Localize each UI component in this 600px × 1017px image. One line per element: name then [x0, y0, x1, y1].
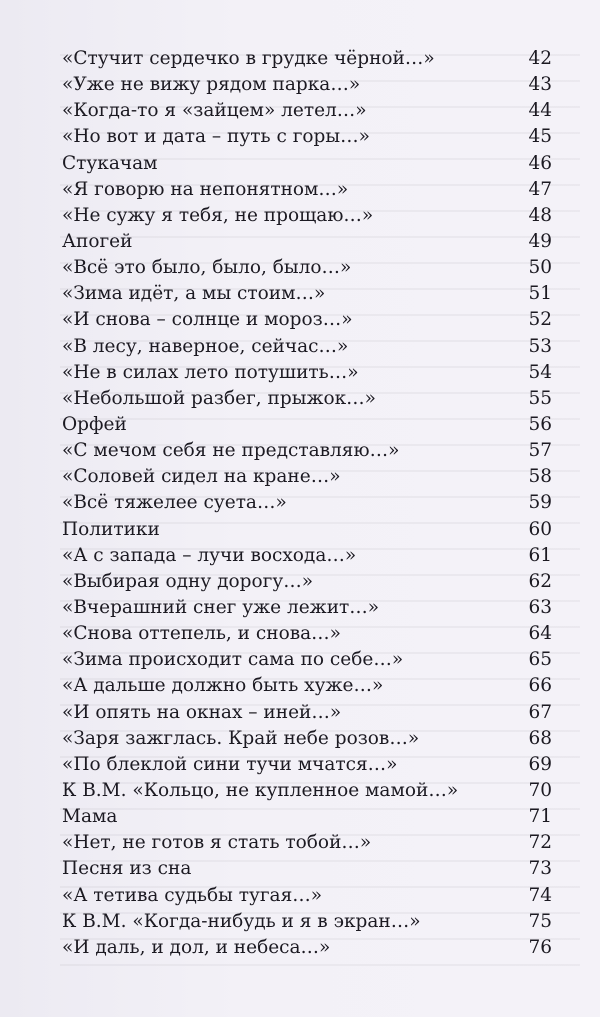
toc-entry-page-number: 53	[528, 335, 552, 357]
toc-entry-title: «Вчерашний снег уже лежит…»	[62, 596, 380, 618]
table-of-contents	[62, 46, 552, 961]
toc-entry-title: «Зима идёт, а мы стоим…»	[62, 283, 326, 305]
toc-entry-page-number: 43	[528, 74, 552, 96]
toc-entry-page-number: 66	[528, 675, 552, 697]
toc-entry-title: Песня из сна	[62, 858, 192, 880]
toc-entry-page-number: 76	[528, 936, 552, 958]
toc-entry-page-number: 72	[528, 832, 552, 854]
toc-entry-title: «Но вот и дата – путь с горы…»	[62, 126, 370, 148]
toc-entry	[62, 307, 552, 333]
toc-entry	[62, 830, 552, 856]
toc-entry-title: «А с запада – лучи восхода…»	[62, 544, 357, 566]
toc-entry	[62, 647, 552, 673]
toc-entry-page-number: 52	[528, 309, 552, 331]
toc-entry	[62, 569, 552, 595]
toc-entry	[62, 46, 552, 72]
toc-entry-title: «А тетива судьбы тугая…»	[62, 884, 323, 906]
toc-entry	[62, 72, 552, 98]
toc-entry-title: К В.М. «Кольцо, не купленное мамой…»	[62, 779, 459, 801]
toc-entry-page-number: 61	[528, 544, 552, 566]
toc-entry-page-number: 51	[528, 283, 552, 305]
toc-entry-title: «Небольшой разбег, прыжок…»	[62, 387, 376, 409]
toc-entry-page-number: 68	[528, 727, 552, 749]
toc-entry-title: Политики	[62, 518, 160, 540]
toc-entry-title: «Зима происходит сама по себе…»	[62, 649, 404, 671]
toc-entry	[62, 909, 552, 935]
toc-entry-page-number: 70	[528, 779, 552, 801]
toc-entry-title: «В лесу, наверное, сейчас…»	[62, 335, 349, 357]
toc-entry	[62, 883, 552, 909]
toc-entry	[62, 673, 552, 699]
toc-entry	[62, 935, 552, 961]
toc-entry-page-number: 60	[528, 518, 552, 540]
toc-entry-page-number: 55	[528, 387, 552, 409]
toc-entry-page-number: 48	[528, 204, 552, 226]
toc-entry-page-number: 47	[528, 178, 552, 200]
toc-entry	[62, 464, 552, 490]
toc-entry-title: «И снова – солнце и мороз…»	[62, 309, 353, 331]
toc-entry	[62, 98, 552, 124]
toc-entry-page-number: 49	[528, 230, 552, 252]
toc-entry	[62, 151, 552, 177]
toc-entry-title: «Всё тяжелее суета…»	[62, 492, 287, 514]
toc-entry	[62, 203, 552, 229]
toc-entry	[62, 856, 552, 882]
toc-entry-page-number: 58	[528, 466, 552, 488]
toc-entry-page-number: 64	[528, 623, 552, 645]
toc-entry-page-number: 57	[528, 440, 552, 462]
toc-entry-page-number: 71	[528, 806, 552, 828]
toc-entry-page-number: 67	[528, 701, 552, 723]
toc-entry-page-number: 56	[528, 413, 552, 435]
toc-entry-title: Мама	[62, 806, 118, 828]
toc-entry	[62, 752, 552, 778]
toc-entry-page-number: 42	[528, 48, 552, 69]
toc-entry	[62, 412, 552, 438]
toc-entry-title: «Соловей сидел на кране…»	[62, 466, 341, 488]
toc-entry	[62, 177, 552, 203]
toc-entry-page-number: 50	[528, 257, 552, 279]
toc-entry-title: «Заря зажглась. Край небе розов…»	[62, 727, 420, 749]
toc-entry	[62, 255, 552, 281]
toc-entry	[62, 360, 552, 386]
toc-entry-page-number: 59	[528, 492, 552, 514]
toc-entry-page-number: 65	[528, 649, 552, 671]
toc-entry-title: К В.М. «Когда-нибудь и я в экран…»	[62, 910, 421, 932]
toc-entry	[62, 621, 552, 647]
toc-entry-title: «Всё это было, было, было…»	[62, 257, 352, 279]
toc-entry-title: «А дальше должно быть хуже…»	[62, 675, 384, 697]
toc-entry	[62, 804, 552, 830]
toc-entry-title: «Стучит сердечко в грудке чёрной…»	[62, 48, 435, 69]
toc-entry-page-number: 54	[528, 361, 552, 383]
toc-entry-page-number: 73	[528, 858, 552, 880]
toc-entry	[62, 386, 552, 412]
toc-entry-page-number: 62	[528, 570, 552, 592]
toc-entry	[62, 778, 552, 804]
toc-entry-title: «Не в силах лето потушить…»	[62, 361, 359, 383]
toc-entry	[62, 334, 552, 360]
toc-entry-page-number: 63	[528, 596, 552, 618]
toc-entry	[62, 700, 552, 726]
toc-entry	[62, 595, 552, 621]
toc-entry-page-number: 46	[528, 152, 552, 174]
toc-entry-title: «Уже не вижу рядом парка…»	[62, 74, 361, 96]
toc-entry-title: «И опять на окнах – иней…»	[62, 701, 342, 723]
toc-entry	[62, 229, 552, 255]
toc-entry-title: «Я говорю на непонятном…»	[62, 178, 349, 200]
toc-entry-title: Орфей	[62, 413, 127, 435]
toc-entry-page-number: 44	[528, 100, 552, 122]
toc-entry-title: «Не сужу я тебя, не прощаю…»	[62, 204, 374, 226]
toc-entry-title: «Снова оттепель, и снова…»	[62, 623, 341, 645]
toc-entry-title: «По блеклой сини тучи мчатся…»	[62, 753, 398, 775]
toc-entry	[62, 490, 552, 516]
toc-entry-title: «Нет, не готов я стать тобой…»	[62, 832, 372, 854]
toc-entry-title: «С мечом себя не представляю…»	[62, 440, 400, 462]
toc-entry-title: «Когда-то я «зайцем» летел…»	[62, 100, 367, 122]
toc-entry	[62, 281, 552, 307]
toc-entry	[62, 517, 552, 543]
toc-entry-page-number: 69	[528, 753, 552, 775]
toc-entry-title: Апогей	[62, 230, 133, 252]
toc-entry-title: «Выбирая одну дорогу…»	[62, 570, 314, 592]
toc-entry-page-number: 74	[528, 884, 552, 906]
toc-entry	[62, 543, 552, 569]
toc-entry-page-number: 45	[528, 126, 552, 148]
toc-entry	[62, 124, 552, 150]
toc-entry-page-number: 75	[528, 910, 552, 932]
toc-entry	[62, 438, 552, 464]
toc-entry-title: «И даль, и дол, и небеса…»	[62, 936, 331, 958]
toc-entry	[62, 726, 552, 752]
toc-entry-title: Стукачам	[62, 152, 158, 174]
